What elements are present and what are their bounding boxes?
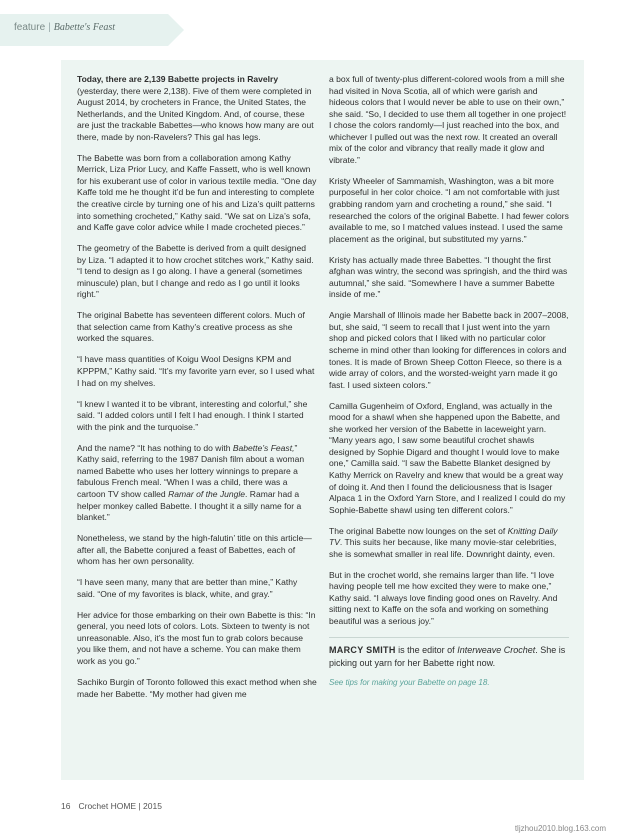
author-bio <box>329 637 569 669</box>
page-number: 16 <box>61 801 71 811</box>
header-separator: | <box>48 22 51 33</box>
paragraph: Camilla Gugenheim of Oxford, England, was actually in the mood for a shawl when she happened upon the Babette, and she worked her version of the Babette in laceweight yarn. “Many years ago, I saw some beautiful crochet shawls designed by Sophie Digard and thought I would love to make one,” Camilla said. “I saw the Babette Blanket designed by Kathy Merrick on Ravelry and knew that would be a great way of doing it. And then I found the deliciousness that is Isager Alpaca 1 in the Oxford Yarn Store, and I realized I could do my Sophie-Babette shawl using ten different colors.” <box>329 400 566 515</box>
paragraph-text: . Ramar had a helper monkey called Babette. I thought it a silly name for a blanket.” <box>77 488 302 523</box>
paragraph: “I knew I wanted it to be vibrant, interesting and colorful,” she said. “I added colors until I felt I had enough. I think I started with the pink and the turquoise.” <box>77 398 308 432</box>
lead-bold-text: Today, there are 2,139 Babette projects in Ravelry <box>77 74 279 84</box>
paragraph: “I have mass quantities of Koigu Wool Designs KPM and KPPPM,” Kathy said. “It’s my favorite yarn ever, so I used what I had on my shelves. <box>77 354 315 388</box>
right-column <box>329 74 569 689</box>
series-title: Babette's Feast <box>53 22 116 33</box>
paragraph <box>77 443 317 524</box>
paragraph: The original Babette has seventeen different colors. Much of that selection came from Kathy’s creative process as she worked the squares. <box>77 310 305 344</box>
show-title: Ramar of the Jungle <box>168 488 246 499</box>
paragraph: Her advice for those embarking on their own Babette is this: “In general, you need lots of colors. Lots. Sixteen to twenty is not unreasonable. Also, it’s the most fun to grab colors because you like them, and not have a scheme. You can make them work as you go.” <box>77 609 316 667</box>
bio-text: . She is picking out yarn for her Babette right now. <box>329 645 566 668</box>
watermark: tljzhou2010.blog.163.com <box>514 824 606 833</box>
bio-text: is the editor of <box>395 645 458 656</box>
paragraph: Angie Marshall of Illinois made her Babette back in 2007–2008, but, she said, “I seem to recall that I just went into the yarn shop and picked colors that I liked with no particular color scheme in mind other than looking for differences in colors and tones. It is made of Brown Sheep Cotton Fleece, so there is a wide array of colors, and the worsted-weight yarn made it go fast. I used sixteen colors.” <box>329 310 569 390</box>
left-column <box>77 74 317 710</box>
film-title: Babette’s Feast, <box>232 442 295 453</box>
article-panel <box>61 60 584 780</box>
page-footer <box>61 801 162 811</box>
magazine-title: Interweave Crochet <box>457 645 536 656</box>
lead-rest-text: (yesterday, there were 2,138). Five of them were completed in August 2014, by crocheters in France, the United States, the Netherlands, and the United Kingdom. And, of course, these are just the trackable Babettes—who knows how many are out there, made by non-Ravelers? This gal has legs. <box>77 85 314 142</box>
paragraph: Sachiko Burgin of Toronto followed this exact method when she made her Babette. “My mother had given me <box>77 677 317 699</box>
paragraph: a box full of twenty-plus different-colored wools from a mill she had visited in Nova Scotia, all of which were garish and hideous colors that I would never be able to use on their own,” she said. “So, I decided to use them all together in one project! I chose the colors randomly—I just reached into the box, and whichever I pulled out was the next row. It created an overall mix of the color and vibrancy that really made it glow and vibrate.” <box>329 74 567 165</box>
paragraph: But in the crochet world, she remains larger than life. “I love having people tell me how excited they were to make one,” Kathy said. “I always love finding good ones on Ravelry. And sitting next to Kaffe on the sofa and working on something beautiful was a serious joy.” <box>329 569 558 626</box>
running-header <box>14 22 115 33</box>
paragraph: Nonetheless, we stand by the high-falutin’ title on this article—after all, the Babette conjured a feast of Babettes, each of whom has her own personality. <box>77 533 312 567</box>
paragraph-text: . This suits her because, like many movie-star celebrities, she is somewhat smaller in real life. Downright dainty, even. <box>329 537 557 559</box>
paragraph: Kristy has actually made three Babettes. “I thought the first afghan was wintry, the second was springish, and the third was autumnal,” she said. “Somewhere I have a summer Babette inside of me.” <box>329 254 568 300</box>
paragraph-text: The original Babette now lounges on the set of <box>329 525 508 536</box>
paragraph-text: And the name? “It has nothing to do with <box>77 442 233 453</box>
author-name: MARCY SMITH <box>329 645 396 656</box>
section-label: feature <box>14 22 46 33</box>
paragraph: Kristy Wheeler of Sammamish, Washington, was a bit more purposeful in her color choice. “I am not comfortable with just grabbing random yarn and crocheting a round,” she said. “I researched the colors of the original Babette. I had fewer colors available to me, so I matched values instead. I used the same placement as the original, but substituted my yarns.” <box>329 175 569 244</box>
paragraph: “I have seen many, many that are better than mine,” Kathy said. “One of my favorites is black, white, and gray.” <box>77 577 298 599</box>
tv-title: Knitting Daily TV <box>329 525 558 548</box>
publication-name: Crochet HOME | 2015 <box>78 801 162 811</box>
paragraph: The geometry of the Babette is derived from a quilt designed by Liza. “I adapted it to how crochet stitches work,” Kathy said. “I tend to design as I go along. I have a general (sometimes minuscule) plan, but I change and redo as I go until it looks right.” <box>77 243 314 300</box>
paragraph-text: ” Kathy said, referring to the 1987 Danish film about a woman named Babette who uses her lottery winnings to prepare a fabulous French meal. “When I was a child, there was a cartoon TV show called <box>77 442 305 499</box>
tips-reference: See tips for making your Babette on page 18. <box>329 678 490 688</box>
paragraph <box>329 526 569 561</box>
lead-paragraph <box>77 74 317 143</box>
header-band-notch <box>168 14 184 46</box>
paragraph: The Babette was born from a collaboration among Kathy Merrick, Liza Prior Lucy, and Kaffe Fassett, who is well known for his exuberant use of color in various textile media. “One day Kaffe told me he thought it’d be fun and interesting to complete the creative circle by turning one of his and Liza’s quilt patterns into something crocheted,” Kathy said. “We sat on Liza’s sofa, and Kaffe gave color advice while I made crocheted pieces.” <box>77 152 317 233</box>
